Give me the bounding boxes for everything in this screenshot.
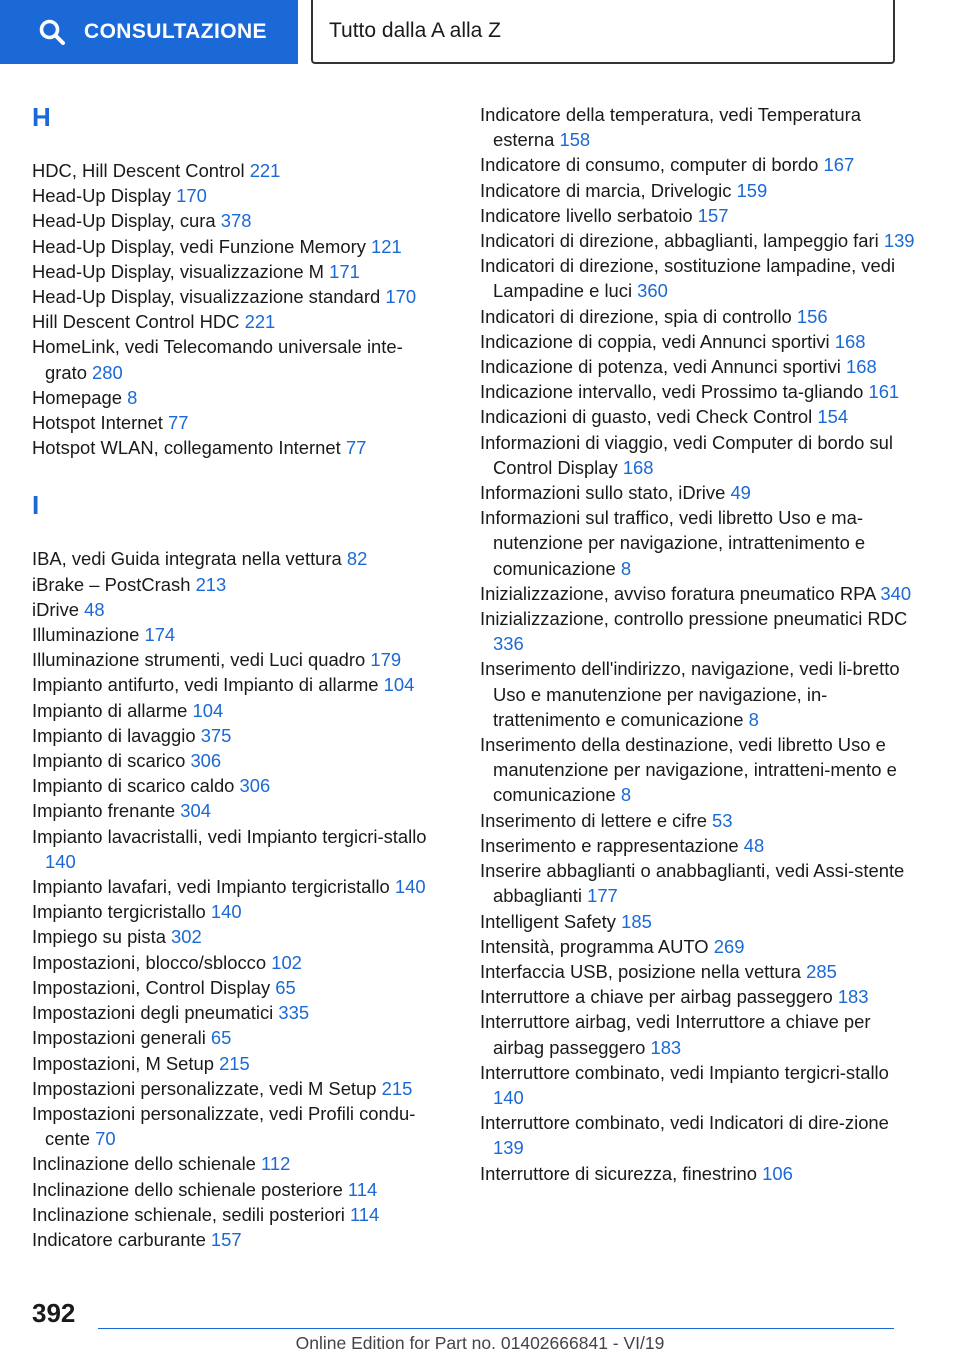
page-link[interactable]: 213 [195, 573, 227, 595]
index-entry-text: iDrive [32, 598, 80, 620]
index-entry-text: Indicatore livello serbatoio [480, 204, 693, 226]
index-entry [32, 924, 442, 949]
footer-divider [98, 1328, 894, 1329]
page-link[interactable]: 221 [244, 311, 276, 333]
search-icon [38, 18, 66, 46]
page-link[interactable]: 48 [743, 834, 765, 856]
index-entry-text: Indicatore carburante [32, 1228, 206, 1250]
page-link[interactable]: 156 [796, 305, 828, 327]
index-letter-h: H [32, 102, 51, 132]
index-entry-text: Interfaccia USB, posizione nella vettura [480, 960, 801, 982]
index-entry [480, 1161, 920, 1186]
index-entry [480, 228, 920, 253]
index-entry-text: Illuminazione strumenti, vedi Luci quadro [32, 649, 366, 671]
page-link[interactable]: 139 [493, 1137, 524, 1159]
page-link[interactable]: 65 [275, 976, 296, 998]
page-link[interactable]: 8 [127, 386, 138, 408]
section-title: Tutto dalla A alla Z [329, 19, 501, 42]
index-entry-text: Hotspot Internet [32, 412, 163, 434]
page-link[interactable]: 215 [381, 1077, 413, 1099]
index-entry-text: Interruttore combinato, vedi Indicatori di dire-zione [480, 1112, 889, 1134]
index-entry-text: Interruttore combinato, vedi Impianto tergicri-stallo [480, 1061, 889, 1083]
index-entry-text: Informazioni sul traffico, vedi libretto Uso e ma-nutenzione per navigazione, intrattenimento e comunicazione [480, 507, 866, 579]
index-entry [480, 1009, 920, 1059]
page-link[interactable]: 269 [713, 935, 745, 957]
index-entry [32, 309, 442, 334]
page-link[interactable]: 77 [167, 412, 189, 434]
index-entry [480, 203, 920, 228]
index-entry-text: IBA, vedi Guida integrata nella vettura [32, 548, 342, 570]
page-link[interactable]: 340 [880, 582, 912, 604]
index-entry-text: Hotspot WLAN, collegamento Internet [32, 437, 341, 459]
page-link[interactable]: 140 [394, 876, 426, 898]
page-link[interactable]: 170 [385, 286, 417, 308]
index-entry [32, 773, 442, 798]
index-entry-text: HomeLink, vedi Telecomando universale inte-grato [32, 336, 403, 383]
index-entry [480, 808, 920, 833]
page-link[interactable]: 171 [329, 260, 360, 282]
page-link[interactable]: 336 [493, 633, 524, 655]
index-entry [480, 152, 920, 177]
page-link[interactable]: 65 [210, 1027, 232, 1049]
page-link[interactable]: 378 [220, 210, 252, 232]
page-link[interactable]: 82 [346, 548, 368, 570]
page-link[interactable]: 77 [345, 437, 367, 459]
index-entry [32, 1051, 442, 1076]
page-link[interactable]: 49 [730, 482, 751, 504]
page-link[interactable]: 280 [92, 361, 123, 383]
index-entry [32, 572, 442, 597]
page-link[interactable]: 183 [650, 1036, 682, 1058]
footer-edition: Online Edition for Part no. 01402666841 - VI/19 [295, 1333, 665, 1353]
page-link[interactable]: 167 [823, 154, 855, 176]
index-entry [32, 1025, 442, 1050]
index-list-h [32, 158, 442, 460]
index-entry-text: Inserimento e rappresentazione [480, 834, 739, 856]
page-link[interactable]: 140 [210, 901, 242, 923]
index-entry [480, 304, 920, 329]
page-link[interactable]: 168 [846, 356, 877, 378]
index-entry [32, 824, 442, 874]
page-number: 392 [32, 1298, 76, 1328]
index-entry [480, 354, 920, 379]
index-entry-text: Inizializzazione, avviso foratura pneumatico RPA [480, 582, 876, 604]
index-entry-text: Impianto di scarico [32, 750, 186, 772]
page-link[interactable]: 177 [587, 885, 618, 907]
page-link[interactable]: 285 [806, 960, 837, 982]
index-entry [32, 1000, 442, 1025]
index-entry-text: Impostazioni personalizzate, vedi M Setup [32, 1077, 377, 1099]
index-entry [480, 934, 920, 959]
index-entry [32, 748, 442, 773]
header-bar [0, 0, 960, 66]
tab-consultazione[interactable] [0, 0, 298, 64]
index-entry-text: Impostazioni personalizzate, vedi Profili condu-cente [32, 1102, 416, 1150]
index-entry [480, 505, 920, 581]
page-link[interactable]: 112 [261, 1153, 291, 1175]
index-column-left [32, 102, 442, 1252]
index-entry-text: Head-Up Display [32, 185, 172, 207]
index-entry [32, 259, 442, 284]
page-link[interactable]: 174 [144, 624, 176, 646]
page-link[interactable]: 157 [210, 1228, 242, 1250]
index-entry [32, 672, 442, 697]
index-entry-text: Impianto lavacristalli, vedi Impianto tergicri-stallo [32, 825, 427, 847]
index-entry [32, 435, 442, 460]
index-column-right [480, 102, 920, 1186]
index-entry-text: Impostazioni generali [32, 1027, 206, 1049]
index-entry-text: Impianto lavafari, vedi Impianto tergicristallo [32, 876, 390, 898]
index-entry-text: Impianto di allarme [32, 699, 188, 721]
index-entry [480, 329, 920, 354]
index-entry-text: Intensità, programma AUTO [480, 935, 709, 957]
index-entry [480, 404, 920, 429]
index-entry [32, 798, 442, 823]
page-link[interactable]: 157 [697, 204, 729, 226]
index-list-i [32, 546, 442, 1252]
index-entry-text: Indicazione intervallo, vedi Prossimo ta-gliando [480, 381, 864, 403]
page-link[interactable]: 139 [883, 230, 915, 252]
index-entry-text: Intelligent Safety [480, 910, 616, 932]
index-entry [32, 334, 442, 384]
index-entry [480, 1060, 920, 1110]
index-entry [32, 723, 442, 748]
page-link[interactable]: 104 [383, 674, 415, 696]
index-entry-text: Homepage [32, 386, 122, 408]
page-link[interactable]: 306 [239, 775, 271, 797]
index-list-right [480, 102, 920, 1186]
section-title-tab[interactable] [311, 0, 895, 64]
index-entry [32, 597, 442, 622]
page-link[interactable]: 8 [620, 784, 632, 806]
index-entry [480, 732, 920, 808]
index-entry-text: Impianto di scarico caldo [32, 775, 235, 797]
index-entry [32, 1177, 442, 1202]
index-entry [32, 234, 442, 259]
page-link[interactable]: 215 [219, 1052, 250, 1074]
index-entry-text: Interruttore di sicurezza, finestrino [480, 1162, 757, 1184]
index-entry-text: Impiego su pista [32, 926, 166, 948]
index-entry-text: Indicatore della temperatura, vedi Temperatura esterna [480, 104, 861, 151]
index-entry-text: Impostazioni, Control Display [32, 976, 271, 998]
index-entry-text: Inserimento di lettere e cifre [480, 809, 707, 831]
index-entry [32, 622, 442, 647]
index-entry-text: Inserire abbaglianti o anabbaglianti, vedi Assi-stente abbaglianti [480, 860, 905, 907]
page-link[interactable]: 375 [200, 724, 232, 746]
index-entry [480, 430, 920, 480]
index-entry [480, 858, 920, 908]
index-entry [480, 959, 920, 984]
index-entry-text: Inizializzazione, controllo pressione pneumatici RDC [480, 608, 908, 630]
index-entry [480, 606, 920, 656]
index-letter-i: I [32, 490, 40, 521]
index-entry [32, 546, 442, 571]
page-link[interactable]: 183 [837, 986, 869, 1008]
index-entry-text: iBrake – PostCrash [32, 573, 191, 595]
index-entry-text: Impostazioni degli pneumatici [32, 1002, 274, 1024]
index-entry-text: Impianto di lavaggio [32, 724, 196, 746]
page-link[interactable]: 70 [95, 1128, 116, 1150]
page-link[interactable]: 114 [347, 1178, 378, 1200]
index-entry-text: Head-Up Display, cura [32, 210, 216, 232]
page-link[interactable]: 302 [171, 926, 202, 948]
index-entry-text: Head-Up Display, vedi Funzione Memory [32, 235, 366, 257]
index-entry-text: Interruttore a chiave per airbag passeggero [480, 986, 833, 1008]
index-entry-text: Inclinazione schienale, sedili posteriori [32, 1203, 345, 1225]
index-entry [32, 183, 442, 208]
index-entry-text: Indicatori di direzione, spia di controllo [480, 305, 792, 327]
page-link[interactable]: 114 [349, 1203, 380, 1225]
index-entry-text: Informazioni di viaggio, vedi Computer di bordo sul Control Display [480, 431, 893, 478]
index-entry-text: Impianto antifurto, vedi Impianto di allarme [32, 674, 379, 696]
index-entry [32, 208, 442, 233]
index-entry-text: Informazioni sullo stato, iDrive [480, 482, 726, 504]
tab-consultazione-label: CONSULTAZIONE [84, 20, 267, 43]
page-link[interactable]: 140 [45, 850, 76, 872]
index-entry [32, 1101, 442, 1151]
page-link[interactable]: 168 [834, 330, 866, 352]
page-link[interactable]: 102 [271, 951, 302, 973]
index-entry [480, 480, 920, 505]
index-entry-text: Interruttore airbag, vedi Interruttore a chiave per airbag passeggero [480, 1011, 871, 1058]
index-entry-text: Indicazione di potenza, vedi Annunci sportivi [480, 356, 841, 378]
index-entry-text: Indicatori di direzione, sostituzione lampadine, vedi Lampadine e luci [480, 255, 896, 302]
index-entry [32, 1076, 442, 1101]
index-entry-text: Inserimento della destinazione, vedi libretto Uso e manutenzione per navigazione, intratteni-mento e comunicazione [480, 734, 897, 806]
page-link[interactable]: 159 [736, 179, 768, 201]
index-entry [32, 284, 442, 309]
page-link[interactable]: 168 [622, 456, 654, 478]
index-entry-text: Head-Up Display, visualizzazione standard [32, 286, 381, 308]
index-entry-text: Head-Up Display, visualizzazione M [32, 260, 324, 282]
index-entry [32, 1227, 442, 1252]
page-link[interactable]: 48 [84, 598, 105, 620]
index-entry [480, 909, 920, 934]
index-entry [480, 984, 920, 1009]
index-entry [32, 899, 442, 924]
page-link[interactable]: 140 [493, 1086, 524, 1108]
index-entry [32, 874, 442, 899]
index-entry [32, 1202, 442, 1227]
index-entry [480, 102, 920, 152]
index-entry [32, 647, 442, 672]
page-link[interactable]: 8 [620, 557, 632, 579]
index-entry [480, 1110, 920, 1160]
page-link[interactable]: 306 [190, 750, 222, 772]
index-entry-text: Illuminazione [32, 624, 140, 646]
page-link[interactable]: 8 [748, 708, 759, 730]
index-entry-text: Inclinazione dello schienale [32, 1153, 256, 1175]
index-entry [32, 410, 442, 435]
index-entry [480, 833, 920, 858]
page-link[interactable]: 154 [817, 406, 849, 428]
index-entry [32, 950, 442, 975]
index-entry-text: Indicatore di marcia, Drivelogic [480, 179, 732, 201]
index-entry-text: Inserimento dell'indirizzo, navigazione, vedi li-bretto Uso e manutenzione per navigazione, in-trattenimento e comunicazione [480, 658, 900, 730]
page-link[interactable]: 179 [370, 649, 402, 671]
index-entry-text: Indicatore di consumo, computer di bordo [480, 154, 819, 176]
index-entry [32, 158, 442, 183]
index-entry-text: Inclinazione dello schienale posteriore [32, 1178, 343, 1200]
index-entry-text: Impianto frenante [32, 800, 176, 822]
index-entry [32, 1151, 442, 1176]
index-entry [480, 581, 920, 606]
page-link[interactable]: 185 [621, 910, 652, 932]
index-entry-text: Impostazioni, blocco/sblocco [32, 951, 267, 973]
page-link[interactable]: 104 [192, 699, 224, 721]
page-link[interactable]: 360 [637, 280, 668, 302]
page-link[interactable]: 304 [180, 800, 211, 822]
page-link[interactable]: 158 [559, 129, 591, 151]
index-entry [480, 178, 920, 203]
index-entry-text: Impostazioni, M Setup [32, 1052, 214, 1074]
index-entry-text: Hill Descent Control HDC [32, 311, 240, 333]
index-entry-text: Indicatori di direzione, abbaglianti, lampeggio fari [480, 230, 879, 252]
page-link[interactable]: 106 [762, 1162, 793, 1184]
page-link[interactable]: 221 [249, 160, 281, 181]
index-entry [32, 975, 442, 1000]
index-entry-text: Impianto tergicristallo [32, 901, 206, 923]
index-entry-text: Indicazioni di guasto, vedi Check Control [480, 406, 813, 428]
page-link[interactable]: 53 [712, 809, 733, 831]
index-entry [480, 379, 920, 404]
page-link[interactable]: 170 [176, 185, 207, 207]
page-link[interactable]: 121 [371, 235, 402, 257]
index-entry [32, 698, 442, 723]
page-link[interactable]: 161 [868, 381, 900, 403]
index-entry [480, 253, 920, 303]
index-entry [480, 656, 920, 732]
index-entry-text: HDC, Hill Descent Control [32, 160, 245, 181]
page-link[interactable]: 335 [278, 1002, 310, 1024]
index-entry [32, 385, 442, 410]
index-entry-text: Indicazione di coppia, vedi Annunci sportivi [480, 330, 830, 352]
